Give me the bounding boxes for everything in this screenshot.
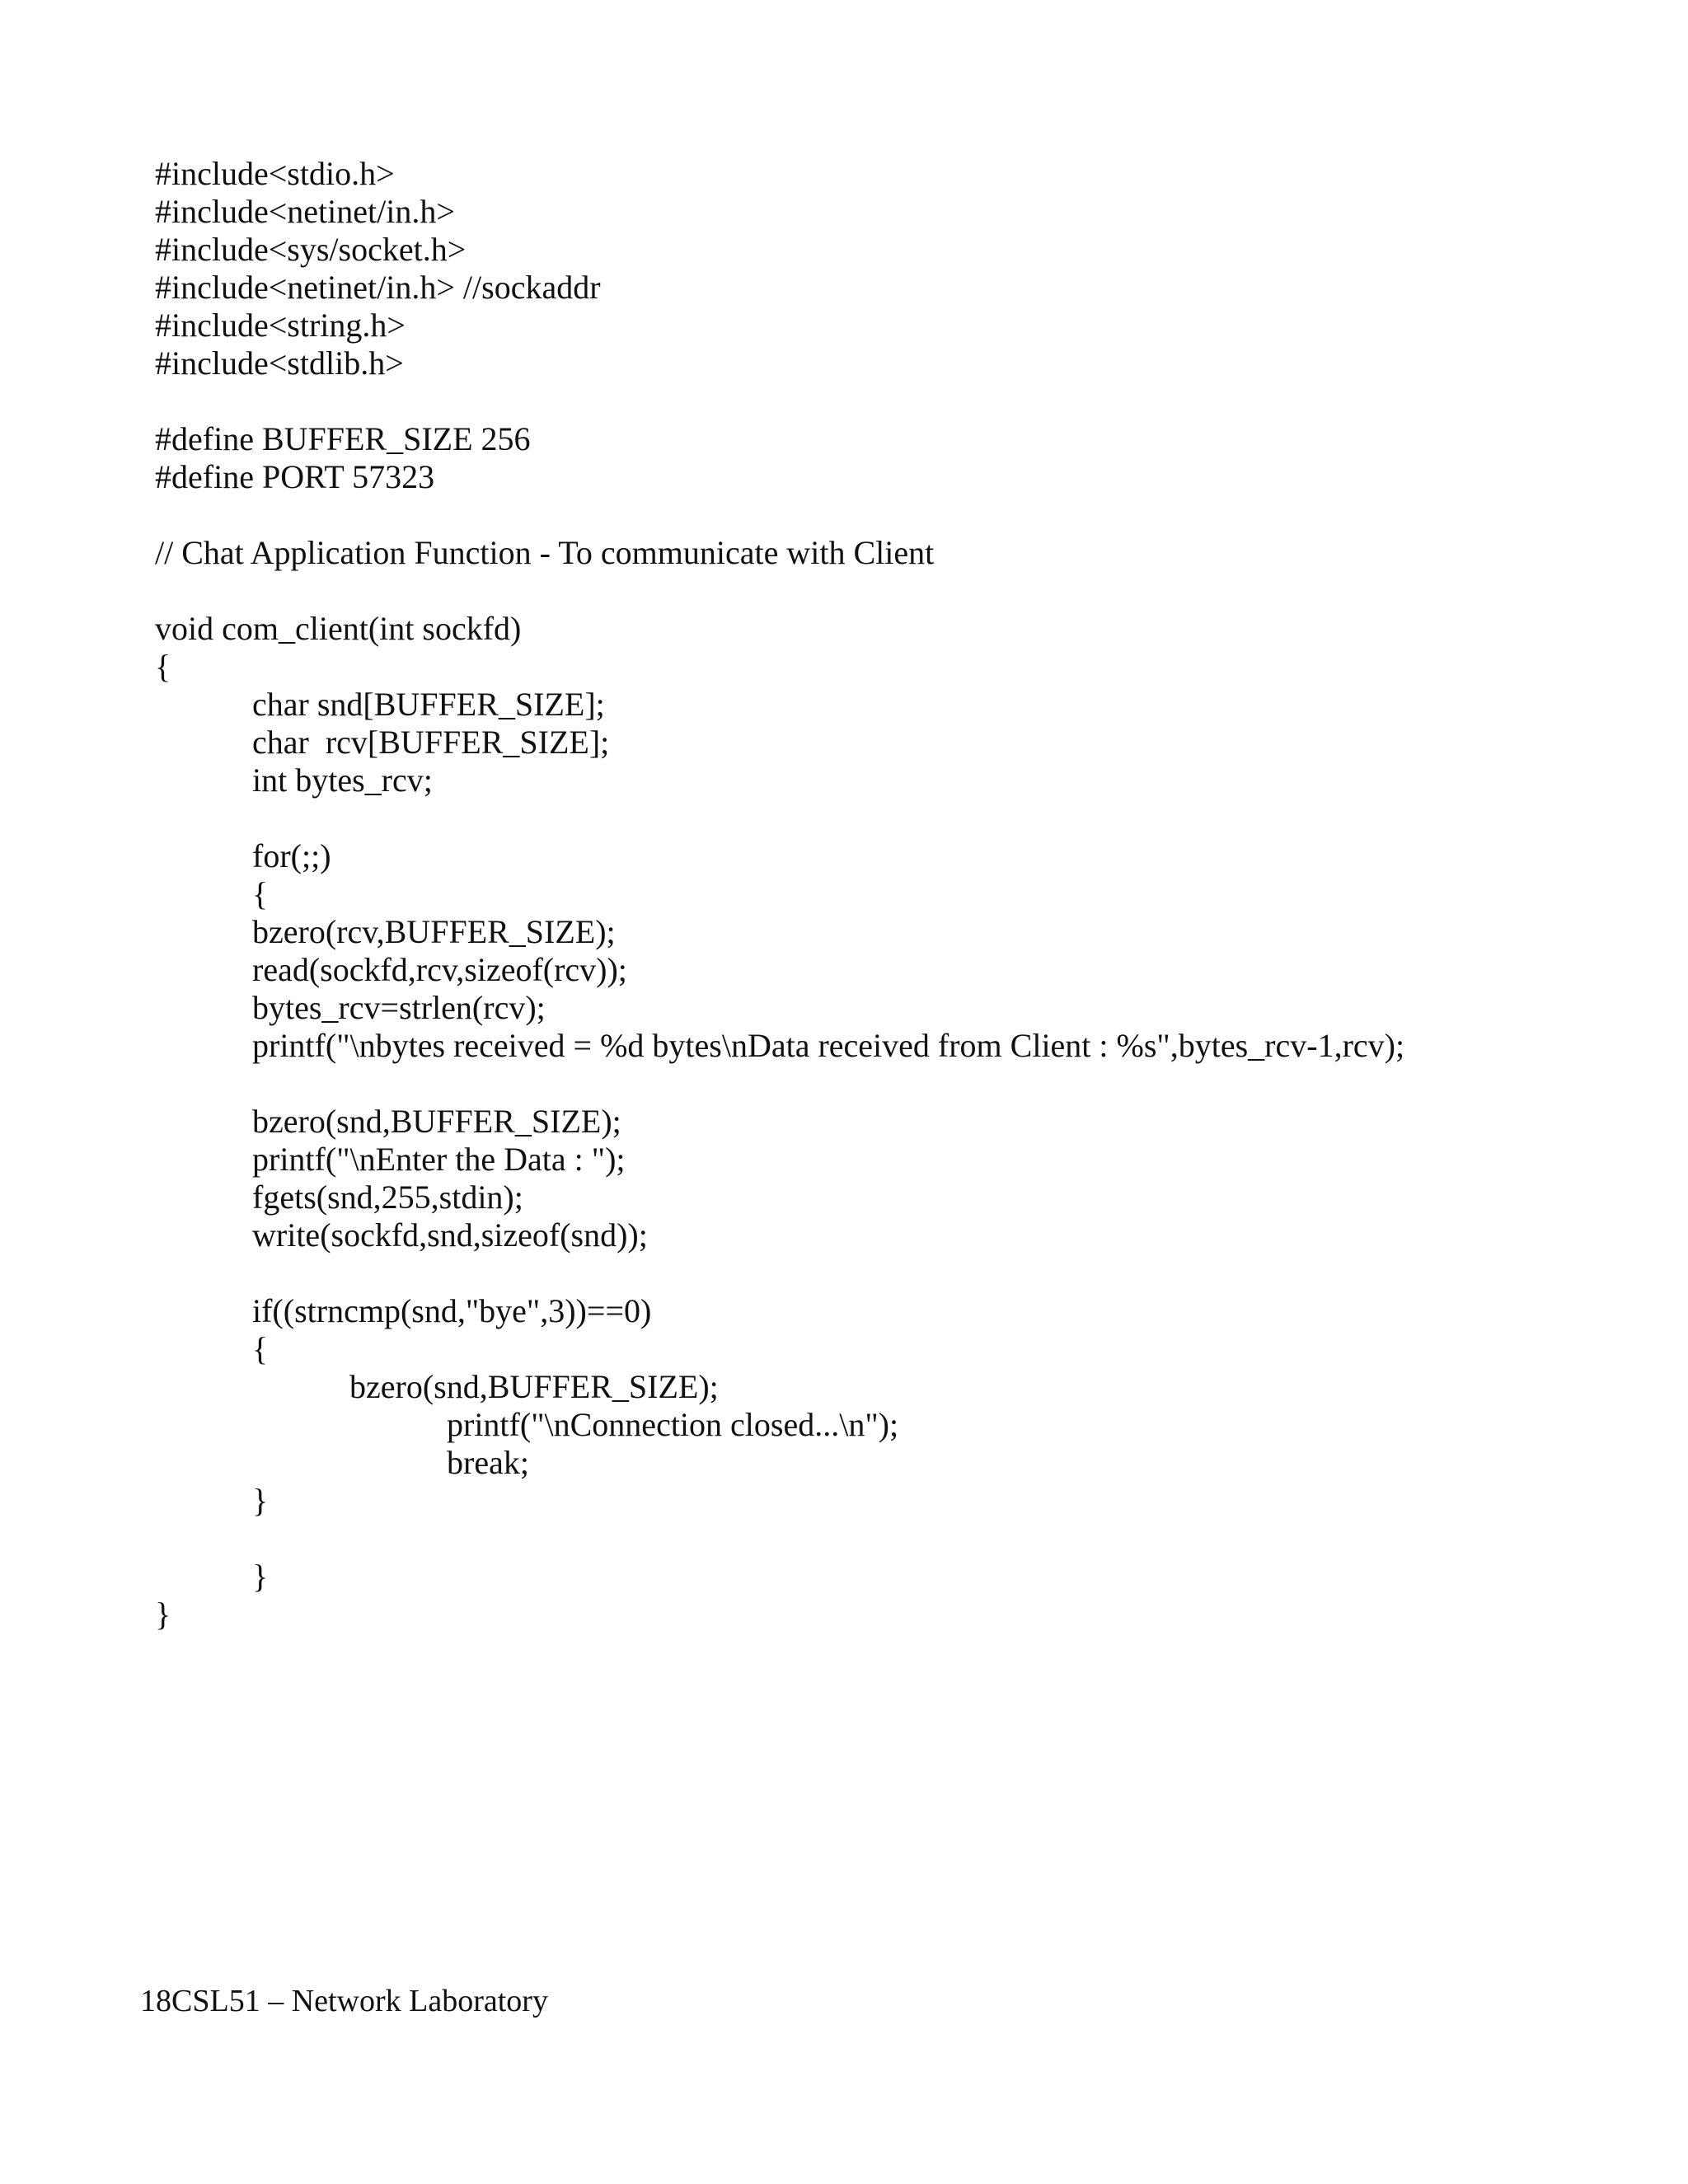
code-line: #include<sys/socket.h> (155, 231, 467, 268)
code-line: { (252, 875, 269, 912)
blank-line (155, 572, 1639, 610)
code-line: bytes_rcv=strlen(rcv); (252, 989, 546, 1026)
blank-line (155, 1065, 1639, 1103)
blank-line (155, 799, 1639, 837)
code-line: break; (447, 1444, 529, 1481)
code-line: #include<stdio.h> (155, 155, 395, 192)
code-line: { (155, 648, 171, 685)
code-line: bzero(rcv,BUFFER_SIZE); (252, 913, 616, 950)
code-line: read(sockfd,rcv,sizeof(rcv)); (252, 951, 627, 988)
code-line: } (252, 1558, 269, 1595)
page-footer: 18CSL51 – Network Laboratory (140, 1984, 548, 2018)
code-line: #include<stdlib.h> (155, 344, 404, 382)
code-listing (155, 155, 1639, 1633)
code-line: #include<netinet/in.h> (155, 193, 455, 230)
code-line: printf("\nEnter the Data : "); (252, 1141, 626, 1178)
code-line: printf("\nConnection closed...\n"); (447, 1406, 899, 1443)
code-line: { (252, 1330, 269, 1367)
code-line: char rcv[BUFFER_SIZE]; (252, 724, 610, 761)
code-line: #include<string.h> (155, 307, 406, 344)
blank-line (155, 1520, 1639, 1558)
blank-line (155, 496, 1639, 534)
code-line: char snd[BUFFER_SIZE]; (252, 686, 605, 723)
code-line: int bytes_rcv; (252, 762, 433, 799)
code-line: } (252, 1482, 269, 1519)
code-line: if((strncmp(snd,"bye",3))==0) (252, 1292, 652, 1329)
blank-line (155, 382, 1639, 420)
code-line: } (155, 1596, 171, 1633)
code-line: for(;;) (252, 837, 331, 874)
function-signature: void com_client(int sockfd) (155, 610, 522, 647)
code-comment: // Chat Application Function - To communicate with Client (155, 534, 935, 571)
code-line: printf("\nbytes received = %d bytes\nData received from Client : %s",bytes_rcv-1,rcv); (252, 1027, 1405, 1064)
code-line: #define BUFFER_SIZE 256 (155, 420, 531, 457)
code-line: write(sockfd,snd,sizeof(snd)); (252, 1216, 648, 1254)
blank-line (155, 1254, 1639, 1292)
code-line: #define PORT 57323 (155, 458, 435, 495)
code-line: bzero(snd,BUFFER_SIZE); (349, 1368, 719, 1405)
code-line: bzero(snd,BUFFER_SIZE); (252, 1103, 621, 1140)
code-line: #include<netinet/in.h> //sockaddr (155, 269, 601, 306)
code-line: fgets(snd,255,stdin); (252, 1179, 523, 1216)
